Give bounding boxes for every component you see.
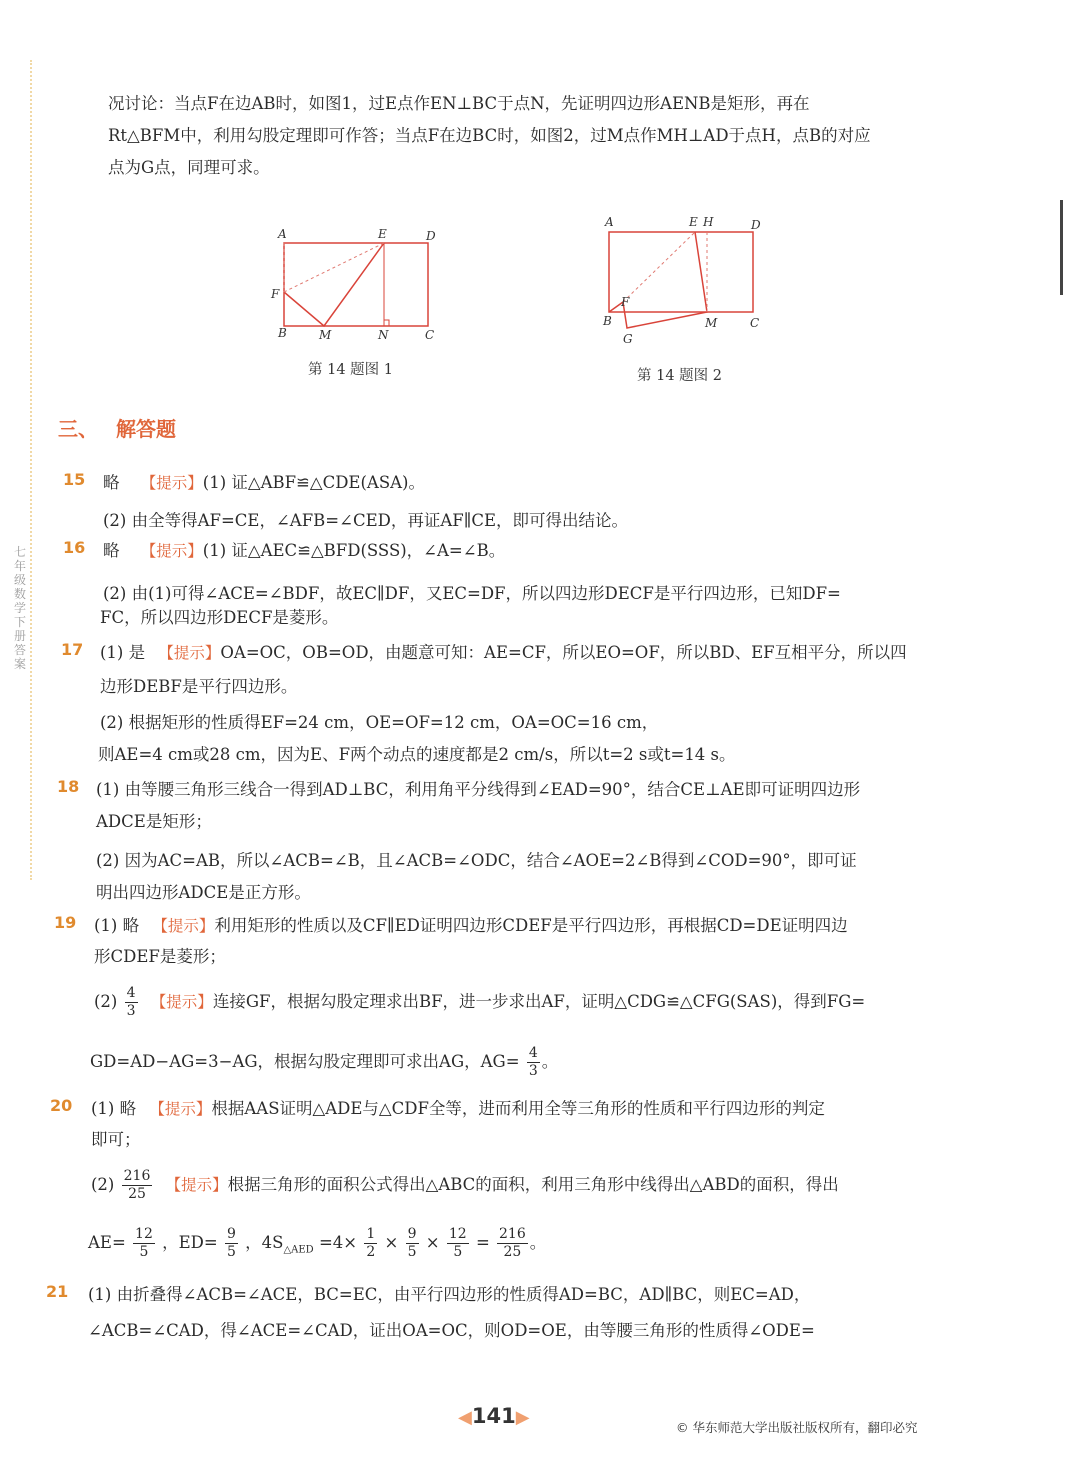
figure-14-1: [262, 222, 452, 347]
label-m: M: [319, 328, 332, 342]
label-b: B: [278, 326, 287, 340]
q20-area-label: ，4S: [245, 1233, 284, 1252]
fraction-9-5-b: $\frac{9}{5}$: [407, 1226, 417, 1260]
page-number: [458, 1404, 530, 1428]
fraction-12-5-b: $\frac{12}{5}$: [448, 1226, 467, 1260]
label-d: D: [426, 229, 436, 243]
question-number-21: 21: [46, 1282, 69, 1301]
q20-ae-label: AE=: [88, 1233, 126, 1252]
q20-area-subscript: △AED: [283, 1244, 314, 1256]
q19-line-4: [90, 1045, 558, 1080]
label-e: E: [689, 215, 698, 229]
q17-line-1: [100, 642, 907, 664]
label-c: C: [750, 316, 760, 330]
label-f: F: [621, 295, 630, 309]
label-h: H: [703, 215, 714, 229]
page-left-arrow-icon: ◀: [458, 1407, 472, 1428]
fold-polygon: [623, 232, 707, 328]
page-number-text: 141: [471, 1404, 516, 1428]
hint-label: 【提示】: [140, 474, 203, 492]
q17-line-3: (2) 根据矩形的性质得EF=24 cm，OE=OF=12 cm，OA=OC=16 cm，: [100, 713, 659, 732]
q20-ed-label: ，ED=: [162, 1233, 218, 1252]
intro-line-2: Rt△BFM中，利用勾股定理即可作答；当点F在边BC时，如图2，过M点作MH⊥AD于点H，点B的对应: [108, 126, 871, 145]
hint-label: 【提示】: [152, 917, 215, 935]
q15-answer: 略: [103, 473, 120, 492]
figure-14-2: [595, 210, 775, 350]
rectangle-abcd: [609, 232, 753, 312]
q21-line-1: (1) 由折叠得∠ACB=∠ACE，BC=EC，由平行四边形的性质得AD=BC，AD∥BC，则EC=AD，: [88, 1285, 811, 1304]
q17-answer: (1) 是: [100, 643, 146, 662]
q20-answer-fraction: $\frac{216}{25}$: [123, 1168, 151, 1202]
page-right-arrow-icon: ▶: [515, 1407, 530, 1428]
side-margin-text: 七年级数学下册答案: [14, 545, 27, 671]
fraction-1-2: $\frac{1}{2}$: [366, 1226, 376, 1260]
section-heading: [58, 413, 176, 442]
hint-label: 【提示】: [150, 993, 213, 1011]
label-b: B: [603, 314, 612, 328]
question-number-16: 16: [63, 538, 86, 557]
q16-line-2: (2) 由(1)可得∠ACE=∠BDF，故EC∥DF，又EC=DF，所以四边形DECF是平行四边形，已知DF=: [103, 584, 841, 603]
times-sign: ×: [425, 1233, 440, 1252]
q15-hint-text: (1) 证△ABF≌△CDE(ASA)。: [202, 473, 425, 492]
intro-paragraph: [108, 88, 978, 184]
fold-line-fme: [284, 243, 384, 326]
hint-label: 【提示】: [140, 542, 203, 560]
label-e: E: [378, 227, 387, 241]
q18-line-3: (2) 因为AC=AB，所以∠ACB=∠B，且∠ACB=∠ODC，结合∠AOE=2∠B得到∠COD=90°，即可证: [96, 851, 857, 870]
section-number: 三、: [58, 417, 98, 441]
section-title: 解答题: [116, 417, 176, 441]
q19-ag-fraction: $\frac{4}{3}$: [528, 1045, 538, 1079]
q16-line-1: [103, 540, 505, 562]
q20-hint-text-1: 根据AAS证明△ADE与△CDF全等，进而利用全等三角形的性质和平行四边形的判定: [211, 1099, 825, 1118]
question-number-18: 18: [57, 777, 80, 796]
q19-answer-1: (1) 略: [94, 916, 140, 935]
q15-line-2: (2) 由全等得AF=CE，∠AFB=∠CED，再证AF∥CE，即可得出结论。: [103, 511, 628, 530]
q20-equals-1: =4×: [318, 1233, 358, 1252]
question-number-15: 15: [63, 470, 86, 489]
q16-hint-text: (1) 证△AEC≌△BFD(SSS)，∠A=∠B。: [202, 541, 506, 560]
question-number-19: 19: [54, 913, 77, 932]
q16-line-3: FC，所以四边形DECF是菱形。: [100, 608, 339, 627]
label-m: M: [705, 316, 718, 330]
right-angle-mark: [384, 320, 389, 326]
q20-line-4-end: 。: [529, 1233, 547, 1252]
q20-line-1: [91, 1098, 825, 1120]
q19-hint-text-1: 利用矩形的性质以及CF∥ED证明四边形CDEF是平行四边形，再根据CD=DE证明四边: [214, 916, 848, 935]
q20-line-2: 即可；: [91, 1130, 141, 1149]
times-sign: ×: [384, 1233, 399, 1252]
q15-line-1: [103, 472, 425, 494]
hint-label: 【提示】: [165, 1176, 228, 1194]
question-number-17: 17: [61, 640, 84, 659]
q19-line-3: [94, 985, 865, 1020]
fraction-216-25: $\frac{216}{25}$: [499, 1226, 526, 1260]
label-a: A: [278, 227, 287, 241]
scan-edge-mark: [1060, 200, 1063, 295]
label-n: N: [378, 328, 389, 342]
q17-hint-text: OA=OC，OB=OD，由题意可知：AE=CF，所以EO=OF，所以BD、EF互相平分，所以四: [220, 643, 907, 662]
label-c: C: [425, 328, 435, 342]
q16-answer: 略: [103, 541, 120, 560]
label-d: D: [751, 218, 761, 232]
q20-answer-1: (1) 略: [91, 1099, 137, 1118]
q19-hint-text-2: 连接GF，根据勾股定理求出BF，进一步求出AF，证明△CDG≌△CFG(SAS)，得到FG=: [212, 992, 866, 1011]
q19-line-2: 形CDEF是菱形；: [94, 947, 226, 966]
q19-line-1: [94, 915, 848, 937]
q19-answer-fraction: $\frac{4}{3}$: [126, 985, 136, 1019]
dashed-fe: [284, 243, 384, 292]
hint-label: 【提示】: [149, 1100, 212, 1118]
figure-14-2-caption: 第 14 题图 2: [637, 368, 723, 384]
intro-line-1: 况讨论：当点F在边AB时，如图1，过E点作EN⊥BC于点N，先证明四边形AENB是矩形，再在: [108, 94, 810, 113]
intro-line-3: 点为G点，同理可求。: [108, 158, 270, 177]
fraction-12-5: $\frac{12}{5}$: [135, 1226, 153, 1260]
q19-part-2-label: (2): [94, 992, 118, 1011]
q20-equals-2: =: [475, 1233, 490, 1252]
q19-line-4-end: 。: [541, 1052, 559, 1071]
question-number-20: 20: [50, 1096, 73, 1115]
q20-hint-text-2: 根据三角形的面积公式得出△ABC的面积，利用三角形中线得出△ABD的面积，得出: [227, 1175, 839, 1194]
q20-line-3: [91, 1168, 839, 1203]
label-a: A: [605, 215, 614, 229]
figure-14-1-caption: 第 14 题图 1: [308, 362, 394, 378]
q21-line-2: ∠ACB=∠CAD，得∠ACE=∠CAD，证出OA=OC，则OD=OE，由等腰三角形的性质得∠ODE=: [88, 1321, 815, 1340]
rectangle-abcd: [284, 243, 428, 326]
q17-line-4: 则AE=4 cm或28 cm，因为E、F两个动点的速度都是2 cm/s，所以t=2 s或t=14 s。: [98, 745, 736, 764]
q20-part-2-label: (2): [91, 1175, 115, 1194]
label-f: F: [271, 287, 280, 301]
q18-line-2: ADCE是矩形；: [96, 812, 212, 831]
q20-line-4: [88, 1226, 546, 1261]
label-g: G: [623, 332, 633, 346]
q18-line-1: (1) 由等腰三角形三线合一得到AD⊥BC，利用角平分线得到∠EAD=90°，结合CE⊥AE即可证明四边形: [96, 780, 861, 799]
copyright-notice: © 华东师范大学出版社版权所有，翻印必究: [676, 1420, 918, 1435]
q17-line-2: 边形DEBF是平行四边形。: [100, 677, 298, 696]
q18-line-4: 明出四边形ADCE是正方形。: [96, 883, 311, 902]
fraction-9-5: $\frac{9}{5}$: [226, 1226, 236, 1260]
hint-label: 【提示】: [158, 644, 221, 662]
dashed-fe: [623, 232, 695, 302]
margin-dotted-line: [30, 60, 34, 880]
q19-line-4-text: GD=AD−AG=3−AG，根据勾股定理即可求出AG，AG=: [90, 1052, 520, 1071]
